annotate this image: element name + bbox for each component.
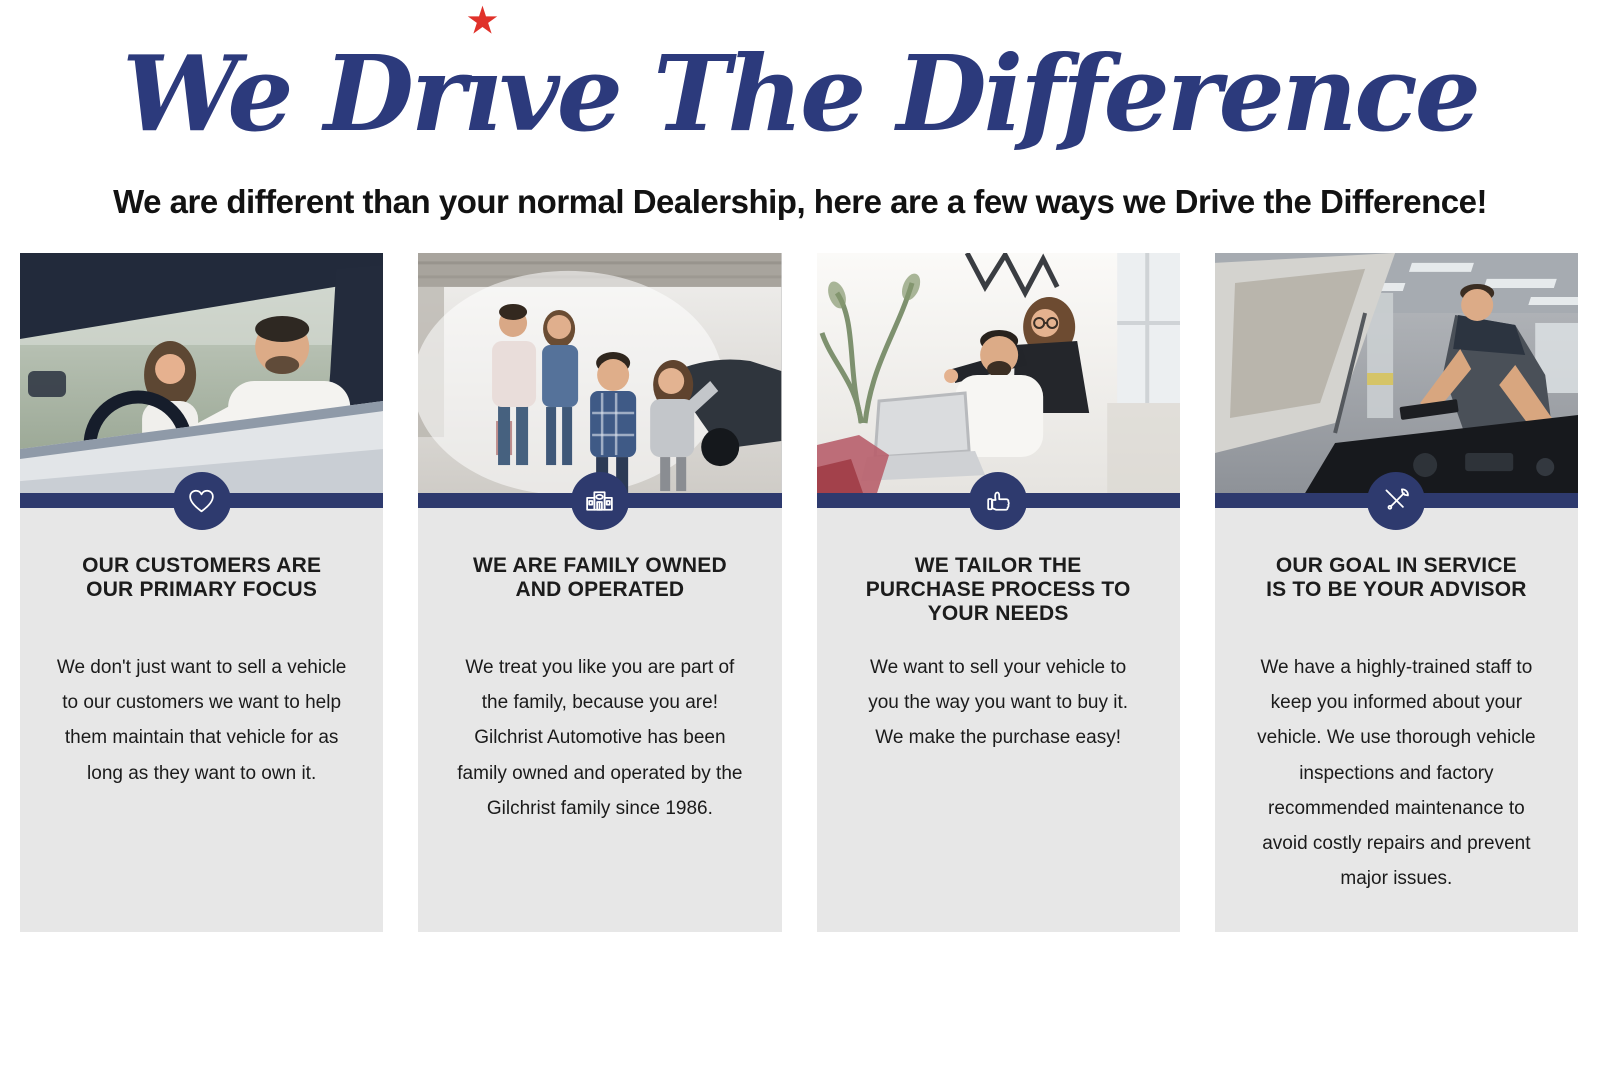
card-tailored-purchase [817,253,1180,932]
couple-laptop-illustration [817,253,1180,493]
dealership-building-icon [583,484,616,517]
card-heading: WE ARE FAMILY OWNED AND OPERATED [472,554,727,601]
thumbs-up-icon-badge [969,472,1027,530]
couple-driving-car-photo [20,253,383,493]
card-text: We have a highly-trained staff to keep you informed about your vehicle. We use thorough vehicle inspections and factory recommended maintenance to avoid costly repairs and prevent major issues. [1257,657,1536,890]
dealership-building-icon-badge [571,472,629,530]
card-customers-focus [20,253,383,932]
card-text: We treat you like you are part of the family, because you are! Gilchrist Automotive has been family owned and operated by the Gilchrist family since 1986. [457,657,743,819]
title-part-2: ve The Difference [499,32,1478,155]
hero-header [0,0,1600,221]
card-text: We don't just want to sell a vehicle to our customers we want to help them maintain that vehicle for as long as they want to own it. [56,657,347,784]
card-divider-bar [817,493,1180,508]
card-divider-bar [418,493,781,508]
card-text: We want to sell your vehicle to you the way you want to buy it. We make the purchase easy! [868,657,1129,749]
heart-icon [185,484,218,517]
page-subtitle: We are different than your normal Dealership, here are a few ways we Drive the Difference! [113,183,1487,221]
card-body [1215,508,1578,932]
family-in-dealership-photo [418,253,781,493]
technician-illustration [1215,253,1578,493]
card-heading: OUR CUSTOMERS ARE OUR PRIMARY FOCUS [82,554,322,601]
feature-cards-row [0,253,1600,932]
card-body [817,508,1180,932]
tools-icon [1380,484,1413,517]
card-heading: WE TAILOR THE PURCHASE PROCESS TO YOUR NEEDS [865,554,1131,625]
star-dotted-i [462,1,500,161]
title-dotless-i: ı [462,32,500,155]
service-technician-photo [1215,253,1578,493]
page-title [0,1,1600,161]
card-divider-bar [20,493,383,508]
heart-icon-badge [173,472,231,530]
title-part-1: We Dr [122,32,463,155]
tools-icon-badge [1367,472,1425,530]
card-body [418,508,781,932]
card-heading: OUR GOAL IN SERVICE IS TO BE YOUR ADVISOR [1266,554,1527,601]
couple-with-laptop-photo [817,253,1180,493]
thumbs-up-icon [982,484,1015,517]
card-body [20,508,383,932]
card-service-advisor [1215,253,1578,932]
red-star-icon: ★ [467,1,498,41]
couple-driving-car-illustration [20,253,383,493]
family-walking-illustration [418,253,781,493]
card-family-owned [418,253,781,932]
card-divider-bar [1215,493,1578,508]
